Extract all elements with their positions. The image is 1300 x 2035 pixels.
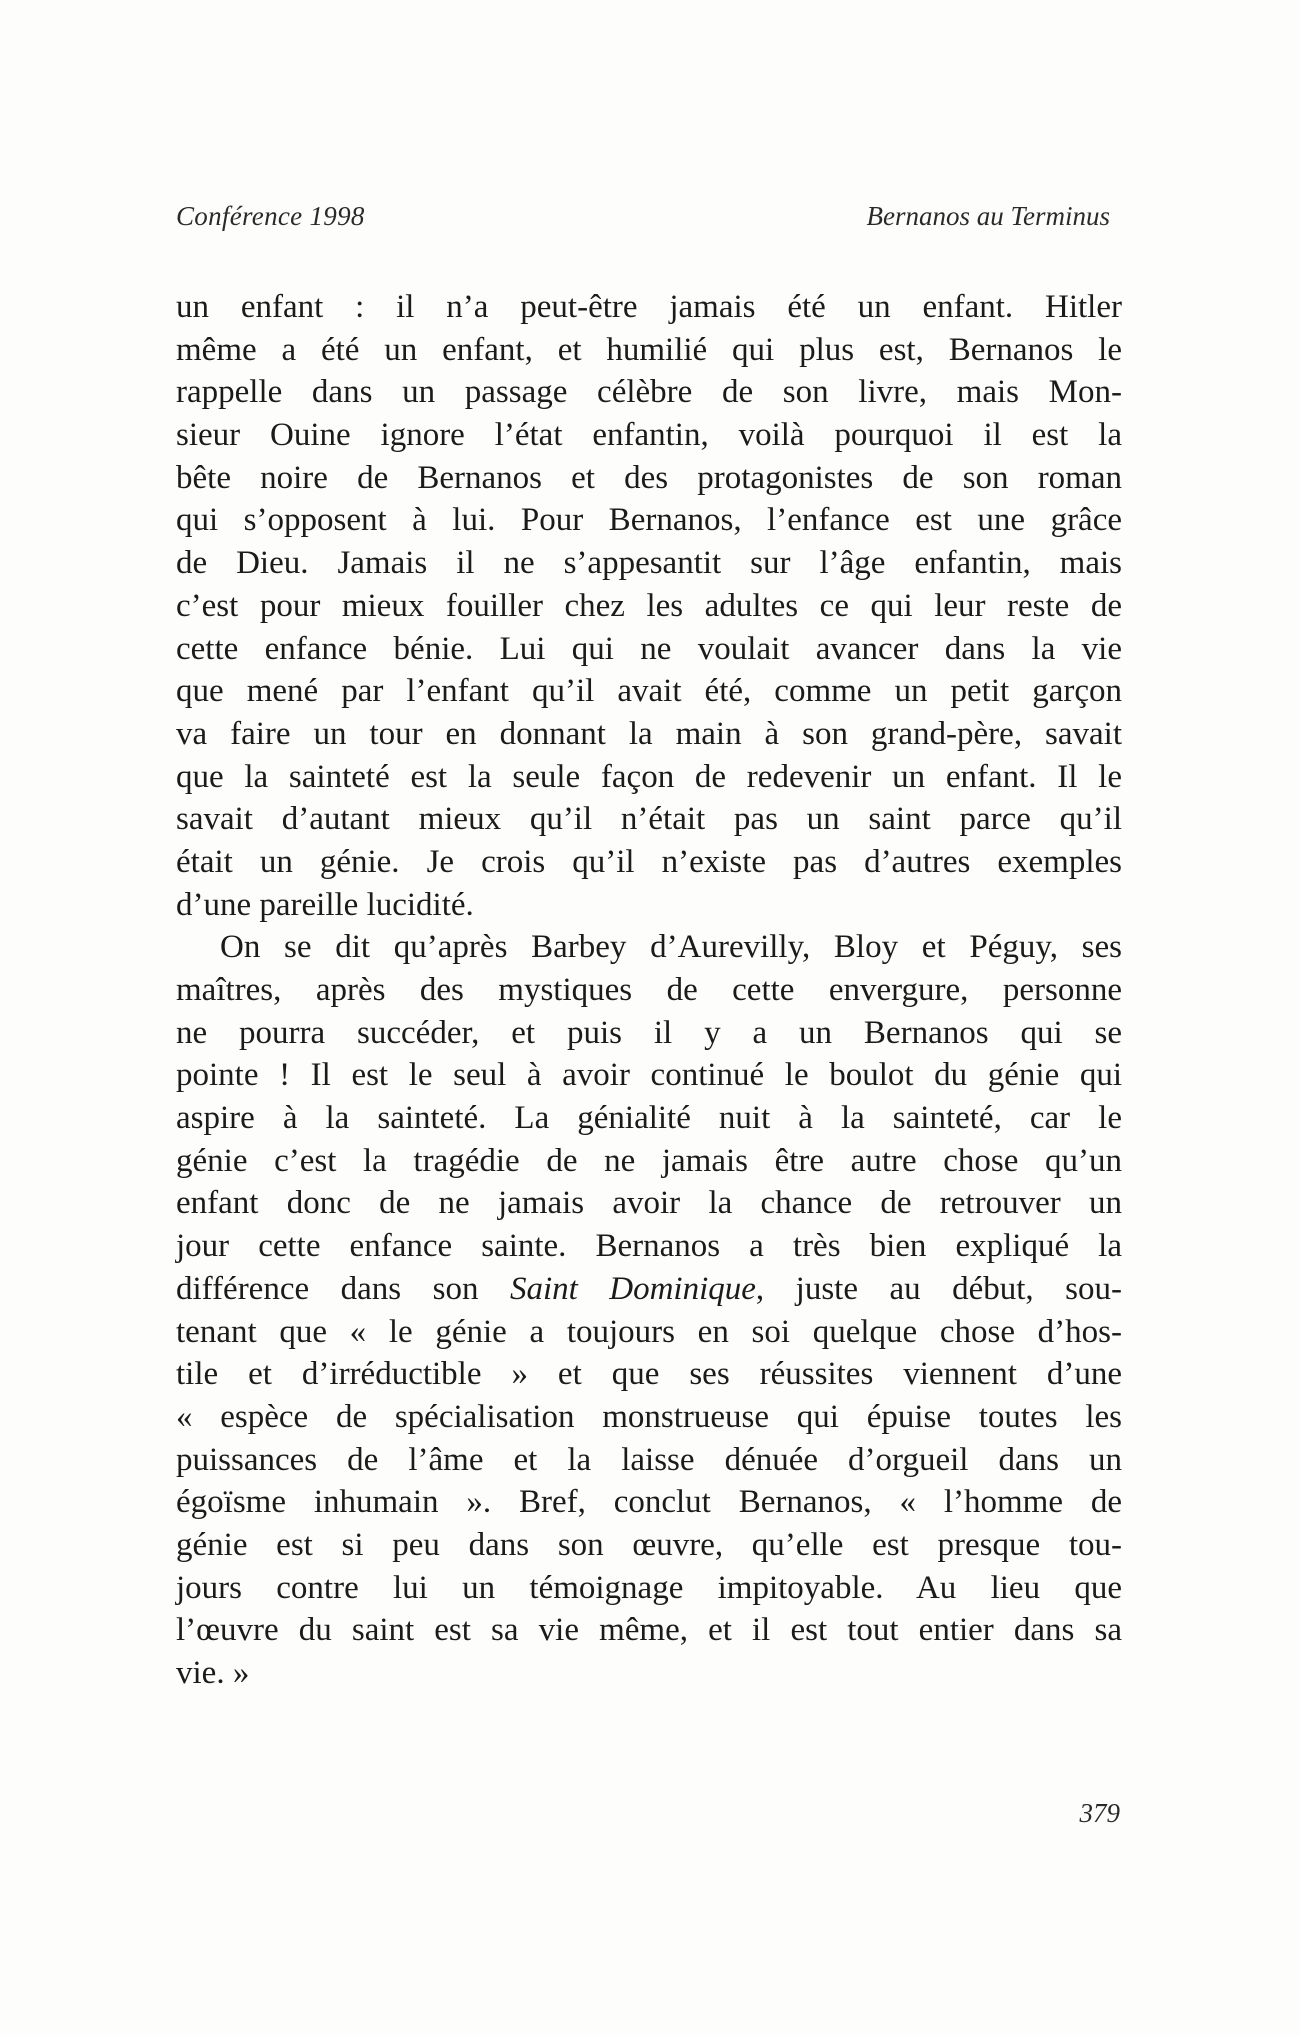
paragraph-1 [176, 286, 1122, 926]
running-head-right: Bernanos au Terminus [866, 201, 1110, 231]
text-line: génie c’est la tragédie de ne jamais être autre chose qu’un [176, 1142, 1122, 1179]
text-line: égoïsme inhumain ». Bref, conclut Bernanos, « l’homme de [176, 1484, 1122, 1521]
text-run: différence dans son [176, 1270, 510, 1307]
text-line: puissances de l’âme et la laisse dénuée d’orgueil dans un [176, 1441, 1122, 1478]
text-line: que la sainteté est la seule façon de redevenir un enfant. Il le [176, 758, 1122, 795]
text-line: un enfant : il n’a peut-être jamais été un enfant. Hitler [176, 289, 1122, 325]
body-text [176, 286, 1122, 1695]
text-line: même a été un enfant, et humilié qui plus est, Bernanos le [176, 331, 1122, 368]
text-run: , juste au début, sou- [755, 1270, 1123, 1307]
paragraph-2 [176, 926, 1122, 1694]
text-line: jours contre lui un témoignage impitoyable. Au lieu que [176, 1569, 1122, 1606]
text-line: l’œuvre du saint est sa vie même, et il est tout entier dans sa [176, 1612, 1122, 1649]
text-line: était un génie. Je crois qu’il n’existe pas d’autres exemples [176, 843, 1122, 880]
text-line: cette enfance bénie. Lui qui ne voulait avancer dans la vie [176, 630, 1122, 667]
text-line: maîtres, après des mystiques de cette envergure, personne [176, 972, 1122, 1008]
text-line: génie est si peu dans son œuvre, qu’elle est presque tou- [176, 1526, 1122, 1563]
text-line [176, 1268, 1122, 1311]
text-line: savait d’autant mieux qu’il n’était pas un saint parce qu’il [176, 801, 1122, 838]
text-line: va faire un tour en donnant la main à son grand-père, savait [176, 715, 1122, 752]
text-line: c’est pour mieux fouiller chez les adultes ce qui leur reste de [176, 587, 1122, 624]
text-line: bête noire de Bernanos et des protagonistes de son roman [176, 459, 1122, 496]
text-line: jour cette enfance sainte. Bernanos a très bien expliqué la [176, 1228, 1122, 1265]
book-title: Saint Dominique [509, 1270, 756, 1307]
page-number: 379 [1079, 1798, 1120, 1828]
text-line: que mené par l’enfant qu’il avait été, comme un petit garçon [176, 673, 1122, 710]
text-line: pointe ! Il est le seul à avoir continué le boulot du génie qui [176, 1057, 1122, 1094]
running-head [176, 196, 1110, 236]
text-line: aspire à la sainteté. La génialité nuit à la sainteté, car le [176, 1100, 1122, 1137]
text-line: On se dit qu’après Barbey d’Aurevilly, Bloy et Péguy, ses [220, 929, 1122, 966]
text-line: enfant donc de ne jamais avoir la chance de retrouver un [176, 1185, 1122, 1222]
text-line: de Dieu. Jamais il ne s’appesantit sur l’âge enfantin, mais [176, 545, 1122, 582]
text-line: qui s’opposent à lui. Pour Bernanos, l’enfance est une grâce [176, 502, 1122, 539]
text-line: tenant que « le génie a toujours en soi quelque chose d’hos- [176, 1313, 1122, 1350]
running-head-left: Conférence 1998 [176, 201, 365, 231]
text-line: vie. » [176, 1655, 250, 1691]
text-line: sieur Ouine ignore l’état enfantin, voilà pourquoi il est la [176, 417, 1122, 454]
text-line: d’une pareille lucidité. [176, 886, 474, 923]
text-line: « espèce de spécialisation monstrueuse qui épuise toutes les [176, 1398, 1122, 1435]
text-line: ne pourra succéder, et puis il y a un Bernanos qui se [176, 1014, 1122, 1051]
text-line: tile et d’irréductible » et que ses réussites viennent d’une [176, 1356, 1122, 1393]
text-line: rappelle dans un passage célèbre de son livre, mais Mon- [176, 374, 1122, 411]
